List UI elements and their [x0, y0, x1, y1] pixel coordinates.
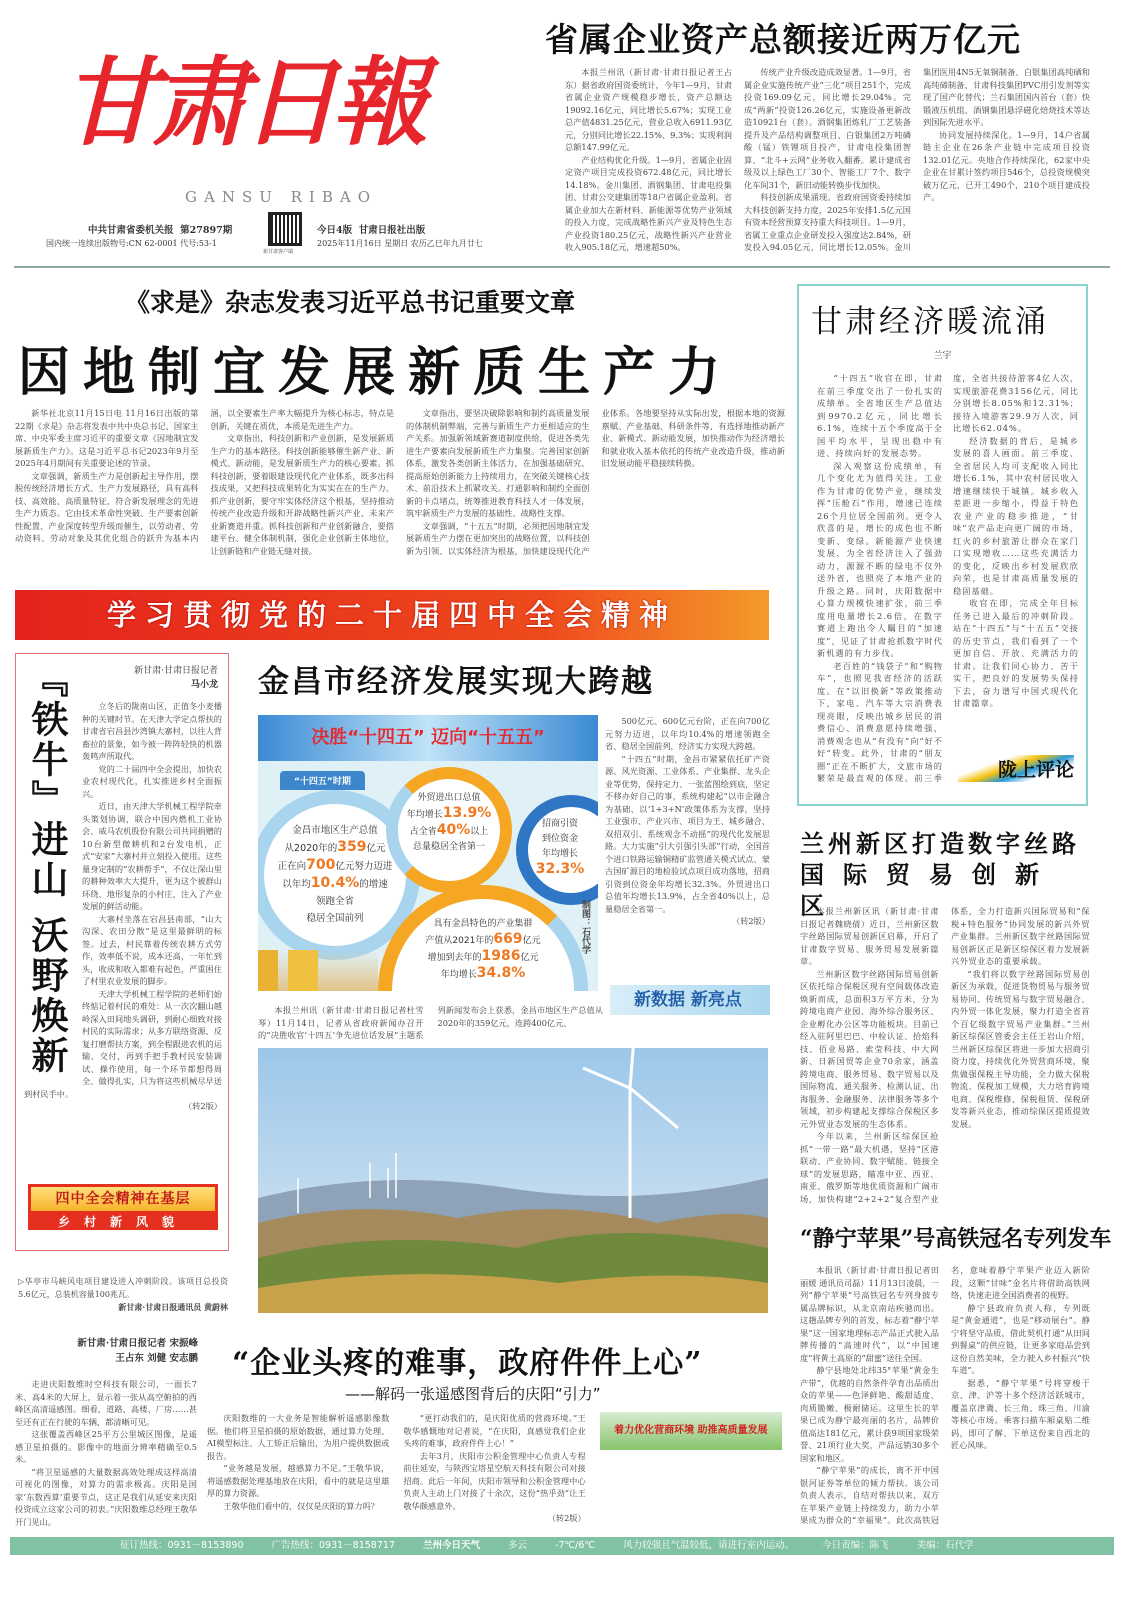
headline-line: 国际贸易创新区: [800, 860, 1058, 920]
qr-code[interactable]: [268, 212, 302, 246]
paragraph: 经济数据的背后，是城乡发展的喜人画面。前三季度，全省居民人均可支配收入同比增长6.1%，其中农村居民收入增速继续快于城镇。城乡收入差距进一步缩小，得益于特色农业产业的稳步推进，“甘味”农产品走向更广阔的市场，红火的乡村旅游让群众在家门口实现增收……这些充满活力的变化，反映出乡村发展欣欣向荣，也是甘肃高质量发展的稳固基础。: [953, 435, 1079, 596]
paragraph: 传统产业升级改造成效显著。1—9月，省属企业实施传统产业“三化”项目251个，完成投资169.09亿元，同比增长29.04%。完成“两新”投资126.26亿元，实施设备更新改造10921台（套）。酒钢集团炼轧厂工艺装备提升及产品结构调整项目、白银集团2万吨磷酸（锰）铁锂项目投产，甘肃电投集团智算、“北斗+云网”业务收入翻番。累计建成省级及以上绿色工厂30个、智能工厂7个、数字化车间31个，新旧动能转换步伐加快。: [744, 67, 911, 190]
stat-label: 亿元: [366, 843, 386, 854]
byline-name: 马小龙: [190, 680, 218, 690]
org: 中共甘肃省委机关报: [88, 225, 174, 236]
paragraph: “十四五”时期，金昌市紧紧依托矿产资源、风光资源、工业体系、产业集群、龙头企业等优势，保持定力、一张蓝图绘到底，坚定不移办好自己的事，系统构建起“以市企融合为基础、以‘1+3+N’政策体系为支撑，坚持工业强市、产业兴市、项目为王、城乡融合、双招双引、系统观念不动摇”的现代化发展思路。大力实施“引大引强引头部”行动，全国首个进口铁路运输铜精矿监管通关模式试点、蒙古国矿源目的地检验试点项目成功落地，招商引资到位资金年均增长32.3%。外贸进出口总值年均增长13.9%，占全省40%以上，总量稳居全省第一。: [605, 753, 770, 914]
stat-value: 1986: [481, 948, 521, 964]
stat-value: 10.4%: [310, 875, 360, 891]
stat-label: 正在向: [277, 861, 307, 872]
period-tag: “十四五”时期: [280, 771, 365, 790]
investment-circle: [516, 795, 598, 905]
weather-advice: 风力较强且气温较低，请进行室内运动。: [623, 1540, 795, 1551]
tieniu-title: 『铁牛』进山 沃野焕新: [25, 660, 69, 1076]
paragraph: 文章强调，新质生产力是创新起主导作用，摆脱传统经济增长方式、生产力发展路径，具有高科技、高效能、高质量特征，符合新发展理念的先进生产力质态。它由技术革命性突破、生产要素创新性配置、产业深度转型升级而催生，以劳动者、劳动资料、劳动对象及其优化组合的跃升为基本内涵，以全要素生产率大幅提升为核心标志，特点是创新，关键在质优，本质是先进生产力。: [15, 408, 394, 543]
qiushi-body: [15, 407, 785, 567]
stat-value: 34.8%: [476, 965, 526, 981]
byline-org: 新甘肃·甘肃日报记者: [134, 666, 218, 676]
masthead-pages-line: [317, 222, 425, 236]
logo-english: GANSU RIBAO: [185, 188, 377, 206]
continued-note: （转2版）: [184, 1101, 222, 1111]
paragraph: 产业结构优化升级。1—9月，省属企业固定资产项目完成投资672.48亿元，同比增长14.18%。金川集团、酒钢集团、甘肃电投集团、甘肃公交建集团等18户省属企业盈利。省属企业加大在新材料、新能源等优势产业领域的投入力度，完成战略性新兴产业及特色生态产业投资180.25亿元，战略性新兴产业营业收入905.18亿元，增速超50%。: [565, 154, 732, 252]
tieniu-body: [24, 700, 222, 1113]
qiushi-subhead: 《求是》杂志发表习近平总书记重要文章: [125, 288, 576, 317]
stat-label: 外贸进出口总值: [417, 793, 481, 803]
lead-paragraph: 本报兰州讯（新甘肃·甘肃日报记者杜雪琴）11月14日，记者从省政府新闻办召开的“决胜收官‘十四五’争先进位话发展”主题系列新闻发布会上获悉，金昌市地区生产总值从2020年的359亿元，连跨400亿元、: [258, 1005, 603, 1040]
stat-label: 具有金昌特色的产业集群: [433, 919, 533, 929]
jingning-headline: “静宁苹果”号高铁冠名专列发车: [800, 1226, 1112, 1252]
paragraph: 文章指出，要坚决破除影响和制约高质量发展的体制机制弊端，完善与新质生产力更相适应的生产关系。加强新领域新赛道制度供给，促进各类先进生产要素向发展新质生产力集聚。完善国家创新体系，激发各类创新主体活力，在加强基础研究、提高原始创新能力上持续用力，在突破关键核心技术、前沿技术上抓紧攻关。打通影响和制约全面创新的卡点堵点，统筹推进教育科技人才一体发展，筑牢新质生产力发展的基础性、战略性支撑。: [406, 408, 590, 518]
paragraph: 今年以来，兰州新区综保区抢抓“一带一路”最大机遇，坚持“区港联动、产业协同、数字赋能、链接全球”的发展思路，瞄准中亚、西亚、南亚、俄罗斯等地优质资源和广阔市场，加快构建“2+2+2”复合型产业体系，全力打造新兴国际贸易和“保税+特色服务”协同发展的新兴外贸产业集群。兰州新区数字丝路国际贸易创新区正是新区综保区着力发展新兴外贸业态的重要承载。: [800, 906, 1091, 1204]
paragraph: 本报讯（新甘肃·甘肃日报记者田丽媛 通讯员司磊）11月13日凌晨，一列“静宁苹果”号高铁冠名专列身披专属品牌标识，从北京南站疾驰而出。这趟品牌专列的首发，标志着“静宁苹果”这一国家地理标志产品正式驶入品牌传播的“高速时代”，以“中国速度”将黄土高原的“甜蜜”送往全国。: [800, 1265, 939, 1363]
stat-label: 稳居全国前列: [306, 913, 364, 924]
qiushi-headline: 因地制宜发展新质生产力: [18, 343, 734, 403]
byline-line: 新甘肃·甘肃日报记者 宋振峰: [77, 1338, 198, 1349]
qingyang-subhead: ——解码一张遥感图背后的庆阳“引力”: [345, 1385, 601, 1403]
caption-credit: 新甘肃·甘肃日报通讯员 黄蔚林: [118, 1302, 228, 1312]
paragraph: 立冬后的陇南山区，正值冬小麦播种的关键时节。在天津大学定点帮扶的甘肃省宕昌县沙湾镇大寨村，以往人背畜拉的景象，如今被一阵阵轻快的机器轰鸣声所取代。: [82, 701, 222, 761]
paragraph: 深入观察这份成绩单，有几个变化尤为值得关注。工业作为甘肃的优势产业，继续发挥“压舱石”作用，增速已连续26个月位居全国前列。更令人欣喜的是，增长的成色也不断变新、变绿。新能源产业快速发展，为全省经济注入了强劲动力，源源不断的绿电不仅外送外省，也照亮了本地产业的升级之路。同时，庆阳数据中心算力规模快速扩张，前三季度用电量增长2.6倍，在数字赛道上跑出令人瞩目的“加速度”，见证了甘肃抢抓数字时代新机遇的有力步伐。: [817, 460, 943, 658]
top-story-headline: 省属企业资产总额接近两万亿元: [545, 20, 1021, 59]
paragraph: 大寨村坐落在宕昌县南部，“山大沟深、农田分散”是这里最鲜明的标签。过去，村民靠着传统农耕方式劳作，效率低不说，成本还高，一年忙到头，收成和收入都难有起色，严重困住了村里农业发展的脚步。: [82, 913, 222, 986]
stat-label: 年均增长: [541, 849, 578, 859]
page-count: 今日4版: [317, 225, 353, 236]
paragraph: 去年3月，庆阳市公积金管理中心负责人专程前往延安，与陕西宝塔星空航天科技有限公司对接招商。此后一年间，庆阳市领导和公积金管理中心负责人主动上门对接了十余次，这份“热乎劲”让王敬华颇感意外。: [403, 1450, 586, 1511]
infographic: [258, 715, 598, 991]
byline-line: 王占东 刘健 安志鹏: [115, 1353, 198, 1364]
paragraph: 新华社北京11月15日电 11月16日出版的第22期《求是》杂志将发表中共中央总书记、国家主席、中央军委主席习近平的重要文章《因地制宜发展新质生产力》。这是习近平总书记2023年9月至2025年4月期间有关重要论述的节录。: [15, 408, 199, 468]
designer: 美编：石代学: [916, 1540, 974, 1551]
stat-label: 亿元: [520, 953, 539, 963]
qingyang-body: [207, 1412, 782, 1534]
publisher: 甘肃日报社出版: [358, 225, 426, 236]
commentary-title: 甘肃经济暖流涌: [811, 304, 1049, 340]
stat-value: 669: [493, 931, 523, 947]
stat-label: 从2020年的: [284, 843, 338, 854]
paragraph: “将卫星遥感的大量数据高效处理成这样高清可视化的图像，对算力的需求极高。庆阳是国家‘东数西算’重要节点，这正是我们从延安来庆阳投资成立这家公司的初衷。”庆阳数维总经理王敬华开门见山。: [15, 1466, 197, 1527]
commentary-author: 兰宇: [933, 351, 952, 361]
banner-title: 四中全会精神在基层: [31, 1187, 215, 1211]
trade-circle: [386, 767, 512, 893]
stat-value: 40%: [436, 822, 471, 838]
new-data-badge: 新数据 新亮点: [610, 985, 770, 1015]
infographic-credit: 制图：石代学: [580, 900, 590, 954]
grassroots-banner: [28, 1184, 218, 1230]
column-logo: 陇上评论: [958, 755, 1074, 782]
stat-label: 的增速: [359, 879, 388, 890]
paragraph: 据悉，“静宁苹果”号将穿梭于京、津、沪等十多个经济活跃城市，覆盖京津冀、长三角、珠三角、川渝等核心市场。乘客扫描车厢桌贴二维码，即可了解、下单这份来自西北的匠心风味。: [951, 1377, 1090, 1450]
stat-label: 到位资金: [541, 834, 578, 844]
ad-hotline: 广告热线：0931－8158717: [271, 1540, 395, 1551]
stat-label: 以年均: [282, 879, 311, 890]
registration: 国内统一连续出版物号:CN 62-0001 代号:53-1: [46, 239, 217, 248]
jingning-body: [800, 1264, 1090, 1534]
stat-value: 700: [306, 857, 336, 873]
paragraph: 本报兰州讯（新甘肃·甘肃日报记者王占东）据省政府国资委统计，今年1—9月，甘肃省属企业资产规模稳步增长，资产总额达19092.16亿元，同比增长5.67%；实现工业总产值4831.25亿元，营业总收入6911.93亿元，分别同比增长22.15%、9.3%；实现利润总额147.99亿元。: [565, 67, 732, 152]
paragraph: 老百姓的“钱袋子”和“购物车”，也照见我省经济的活跃度。在“以旧换新”等政策推动下，家电、汽车等大宗消费表现亮眼，反映出城乡居民的消费信心、消费意愿持续增强，消费观念也从“有没有”向“好不好”转变。此外，甘肃的“朋友圈”正在不断扩大，文旅市场的繁荣是最直观的体现。前三季度，全省共接待游客4亿人次，实现旅游花费3156亿元，同比分别增长8.05%和12.31%；接待入境游客29.9万人次，同比增长62.04%。: [817, 373, 1079, 783]
paragraph: 500亿元、600亿元台阶，正在向700亿元努力迈进，以年均10.4%的增速领跑全省、稳居全国前列，经济实力实现大跨越。: [605, 716, 770, 751]
paragraph: 收官在即，完成全年目标任务已进入最后的冲刺阶段。站在“十四五”与“十五五”交接的历史节点，我们看到了一个更加自信、开放、充满活力的甘肃。让我们同心协力、苦干实干，把良好的发展势头保持下去，奋力谱写中国式现代化甘肃篇章。: [953, 598, 1079, 708]
wind-farm-image: [258, 1048, 768, 1313]
qingyang-byline: [30, 1336, 198, 1366]
wind-farm-photo: [258, 1048, 768, 1313]
stat-value: 359: [337, 839, 367, 855]
tieniu-byline: [88, 664, 218, 692]
stat-label: 产值从2021年的: [425, 936, 494, 946]
divider: [14, 266, 1110, 268]
stat-label: 领跑全省: [315, 896, 354, 907]
stat-label: 年均增长: [440, 970, 477, 980]
qingyang-col1: [15, 1378, 197, 1534]
title-spacer: [24, 700, 82, 1080]
banner-subtitle: 乡村新风貌: [57, 1215, 188, 1229]
paragraph: 文章强调，“十五五”时期，必须把因地制宜发展新质生产力摆在更加突出的战略位置，以科技创新为引领、以实体经济为根基，加快建设现代化产业体系。各地要坚持从实际出发，根据本地的资源禀赋、产业基础、科研条件等，有选择地推动新产业、新模式、新动能发展，加快推动作为经济增长和就业收入基本依托的传统产业改造升级，推动新旧发展动能平稳接续转换。: [406, 408, 785, 556]
commentary-body: [817, 372, 1079, 792]
stat-value: 32.3%: [535, 861, 585, 877]
tieniu-story-box: [15, 653, 229, 1251]
paragraph: 兰州新区数字丝路国际贸易创新区依托综合保税区现有空间载体改造焕新而成，总面积3万平方米，分为跨境电商产业园、海外综合服务区、企业孵化办公区等功能板块。目前已经入驻阿里巴巴、中检认证、拾焰科技、佰业易路、索莹科技、中大网新、日新国贸等企业70余家，涵盖跨境电商、服务贸易、数字贸易以及国际物流、通关服务、检测认证、出海服务、金融服务、法律服务等多个领域，初步构建起支撑综合保税区多元外贸业态发展的生态体系。: [800, 968, 940, 1129]
paragraph: “十四五”收官在即，甘肃在前三季度交出了一份扎实的成绩单。全省地区生产总值达到9970.2亿元，同比增长6.1%，连续十五个季度高于全国平均水平，呈现出稳中有进、持续向好的发展态势。: [817, 373, 943, 458]
stat-label: 金昌市地区生产总值: [292, 825, 378, 836]
business-environment-banner: 着力优化营商环境 助推高质量发展: [600, 1412, 782, 1450]
caption-text: ▷华亭市马峡风电项目建设进入冲刺阶段。该项目总投资5.6亿元，总装机容量100兆瓦。: [18, 1277, 228, 1299]
masthead-org-line: [88, 222, 232, 236]
infographic-banner: 决胜“十四五” 迈向“十五五”: [258, 715, 598, 761]
paragraph: “业务越是发展，越感算力不足。”王敬华说，将遥感数据处理基地放在庆阳，看中的就是这里雄厚的算力资源。: [207, 1463, 390, 1498]
paragraph: 本报兰州新区讯（新甘肃·甘肃日报记者魏晓倩）近日，兰州新区数字丝路国际贸易创新区启幕，开启了甘肃数字贸易、服务贸易发展新篇章。: [800, 906, 940, 966]
issue-date: 2025年11月16日 星期日 农历乙巳年九月廿七: [317, 239, 483, 248]
stat-value: 13.9%: [442, 805, 492, 821]
stat-label: 以上: [470, 827, 489, 837]
paragraph: “静宁苹果”的成长，离不开中国银河证券等单位的倾力帮扶。该公司负责人表示，自结对帮扶以来，双方在苹果产业链上持续发力，助力小苹果成为群众的“幸福果”。此次高铁冠名，意味着静宁苹果产业迈入新阶段，这颗“甘味”金名片将借助高铁网络，快速走进全国消费者的视野。: [800, 1265, 1090, 1525]
paragraph: 近日，由天津大学机械工程学院牵头策划协调，联合中国内燃机工业协会、威马农机股份有限公司共同捐赠的10台新型微耕机和2台发电机，正式“安家”大寨村并立刻投入使用。这些量身定制的“农耕帮手”，不仅让深山里的耕种效率大大提升，更为这个被群山环绕、地形复杂的小村庄，注入了产业发展的鲜活动能。: [82, 801, 222, 911]
paragraph: 静宁县政府负责人称，专列既是“黄金通道”，也是“移动展台”。静宁将坚守品质，借此契机打通“从田间到餐桌”的供应链，让更多家庭品尝到这份自然美味，全力驶入乡村振兴“快车道”。: [951, 1302, 1090, 1375]
photo-caption: [18, 1275, 228, 1314]
paragraph: 庆阳数维的一大业务是智能解析遥感影像数据。他们将卫星拍摄的原始数据，通过算力处理、AI模型标注、人工矫正后输出，为用户提供数据或报告。: [207, 1413, 390, 1461]
editor: 今日责编：陈飞: [822, 1540, 889, 1551]
paragraph: 文章指出，科技创新和产业创新，是发展新质生产力的基本路径。科技创新能够催生新产业、新模式、新动能，是发展新质生产力的核心要素。抓科技创新，要着眼建设现代化产业体系，既多出科技成果，又把科技成果转化为实实在在的生产力。抓产业创新，要守牢实体经济这个根基，坚持推动传统产业改造升级和开辟战略性新兴产业、未来产业新赛道并重。抓科技创新和产业创新融合，要搭建平台、健全体制机制，强化企业创新主体地位，让创新链和产业链无缝对接。: [210, 433, 394, 556]
industry-illustration: [258, 950, 378, 991]
issue-number: 第27897期: [180, 225, 233, 236]
weather-condition: 多云: [508, 1540, 528, 1551]
paragraph: “更打动我们的，是庆阳优质的营商环境。”王敬华感慨地对记者说，“在庆阳，真感觉我们企业头疼的难事，政府件件上心！”: [403, 1413, 586, 1448]
subscribe-hotline: 征订热线：0931－8153890: [120, 1540, 244, 1551]
stat-label: 年均增长: [406, 810, 443, 820]
headline-line: 兰州新区打造数字丝路: [800, 829, 1080, 858]
weather-label: 兰州今日天气: [423, 1540, 481, 1551]
jinchang-lead: [258, 1004, 603, 1044]
stat-label: 增加到去年的: [427, 953, 482, 963]
lanzhou-body: [800, 905, 1090, 1215]
jinchang-paragraphs: [605, 715, 770, 915]
newspaper-logo: 甘肃日報: [62, 46, 422, 159]
paragraph: 静宁县地处北纬35°苹果“黄金生产带”，优越的自然条件孕育出品质出众的苹果——色泽鲜艳、酸甜适度、肉质脆嫩、极耐储运。这里生长的苹果已成为静宁最亮丽的名片，品牌价值高达181亿元，累计获9项国家级荣誉、21项行业大奖，产品远销30多个国家和地区。: [800, 1365, 939, 1463]
paragraph: 科技创新成果涌现。省政府国资委持续加大科技创新支持力度，2025年安排1.5亿元国有资本经营预算支持重大科技项目。1—9月，省属工业重点企业研发投入强度达2.84%，研发投入94.05亿元，同比增长12.05%。金川集团医用4N5无氧铜制备、白银集团高纯硒和高纯碲制备、甘肃科技集团PVC用引发剂等实现了国产化替代；兰石集团国内首台（套）快锻液压机组、酒钢集团悬浮磁化焙烧技术等达到国际先进水平。: [744, 67, 1090, 252]
footer-bar: [10, 1537, 1114, 1555]
paragraph: 协同发展持续深化。1—9月，14户省属链主企业在26条产业链中完成项目投资132.01亿元。央地合作持续深化，62家中央企业在甘累计签约项目546个，总投资规模突破万亿元，已开工490个，210个项目建成投产。: [923, 129, 1090, 202]
stat-label: 亿元: [522, 936, 541, 946]
stat-label: 占全省: [409, 827, 437, 837]
theme-banner: 学习贯彻党的二十届四中全会精神: [15, 590, 769, 640]
continued-note: （转2版）: [732, 916, 770, 926]
top-story-body: [565, 66, 1090, 258]
stat-label: 亿元努力迈进: [335, 861, 393, 872]
paragraph: “我们将以数字丝路国际贸易创新区为承载，促进货物贸易与服务贸易协同、传统贸易与数字贸易融合、内外贸一体化发展，聚力打造全省首个百亿级数字贸易产业集群。”兰州新区综保区管委会主任王岩山介绍，兰州新区综保区将进一步加大招商引资力度，持续优化外贸营商环境，聚焦做强保税主导功能，全力做大保税物流、保税加工规模，大力培育跨境电商、保税维修、保税租赁、保税研发等新兴业态，推动综保区提质提效发展。: [951, 968, 1091, 1129]
temperature: -7℃/6℃: [555, 1540, 596, 1551]
jinchang-body: [605, 715, 770, 985]
stat-label: 招商引资: [541, 819, 578, 829]
paragraph: 这张覆盖西峰区25平方公里城区图像，是遥感卫星拍摄的。影像中的地面分辨率精确至0.5米。: [15, 1429, 197, 1464]
paragraph: 党的二十届四中全会提出，加快农业农村现代化，扎实推进乡村全面振兴。: [82, 763, 222, 799]
qr-label: 新甘肃客户端: [263, 249, 294, 255]
qingyang-headline: “企业头疼的难事，政府件件上心”: [232, 1346, 703, 1381]
paragraph: 走进庆阳数维时空科技有限公司，一面长7米、高4米的大屏上，显示着一张从高空俯拍的西峰区高清遥感图。细看，道路、高楼、厂房……甚至还有正在行驶的车辆，都清晰可见。: [15, 1379, 197, 1427]
commentary-box: [797, 284, 1088, 806]
paragraph: 王敬华他们看中的，仅仅是庆阳的算力吗？: [223, 1500, 379, 1511]
continued-note: （转2版）: [547, 1513, 586, 1523]
jinchang-headline: 金昌市经济发展实现大跨越: [258, 664, 654, 700]
stat-label: 总量稳居全省第一: [412, 842, 485, 852]
paragraph: 天津大学机械工程学院的老师们始终惦记着村民的难处：从一次次翻山越岭深入田间地头调研，到耐心细致对接村民的实际需求；从多方联络资源、反复打磨帮扶方案，到全程跟进农机的运输、交付，再到手把手教村民安装调试、操作使用，每一个环节都想得周全、做得扎实，只为将这些机械尽早送到村民手中。: [24, 988, 222, 1099]
